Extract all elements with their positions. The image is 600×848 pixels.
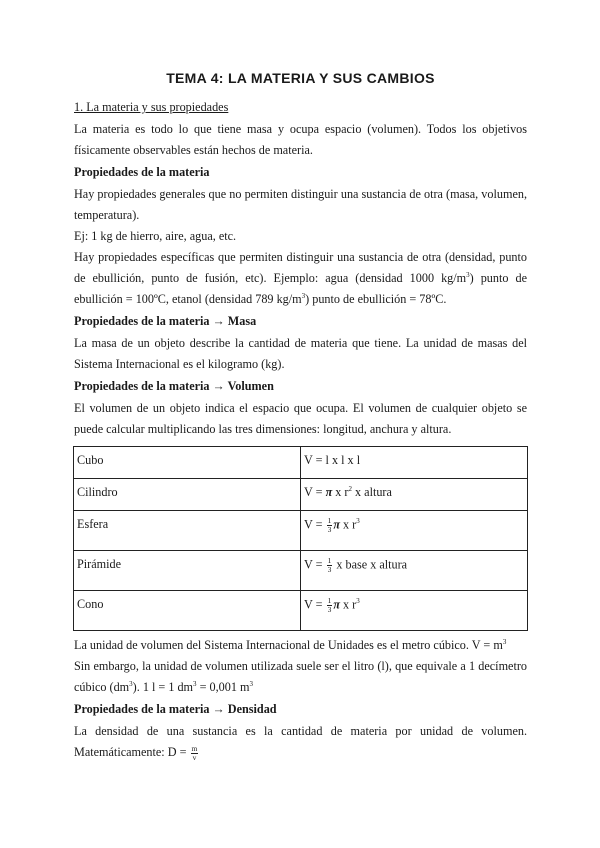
document-page [74, 70, 527, 763]
shape-formula: V = l x l x l [301, 447, 528, 479]
table-row [74, 551, 528, 591]
heading-density: Propiedades de la materia → Densidad [74, 702, 277, 716]
paragraph-mass: La masa de un objeto describe la cantidad de materia que tiene. La unidad de masas del Sistema Internacional es el kilogramo (kg). [74, 336, 527, 371]
heading-mass: Propiedades de la materia → Masa [74, 314, 257, 328]
paragraph-specific-properties: Hay propiedades específicas que permiten distinguir una sustancia de otra (densidad, punto de ebullición, punto de fusión, etc). Ejemplo: agua (densidad 1000 $kg/m^3$) punto de ebullición = 100ºC, etanol (densidad 789 $kg/m^3$) punto de ebullición = 78ºC. [74, 250, 527, 306]
section-heading: 1. La materia y sus propiedades [74, 100, 229, 114]
shape-name: Esfera [74, 511, 301, 551]
paragraph-example: Ej: 1 kg de hierro, aire, agua, etc. [74, 229, 237, 243]
table-row [74, 591, 528, 631]
paragraph-general-properties: Hay propiedades generales que no permiten distinguir una sustancia de otra (masa, volumen, temperatura). [74, 187, 527, 222]
paragraph-volume: El volumen de un objeto indica el espacio que ocupa. El volumen de cualquier objeto se puede calcular multiplicando las tres dimensiones: longitud, anchura y altura. [74, 401, 527, 436]
shape-formula: V = π x $r^2$ x altura [301, 479, 528, 511]
heading-volume: Propiedades de la materia → Volumen [74, 379, 274, 393]
heading-properties: Propiedades de la materia [74, 165, 210, 179]
paragraph-liter: Sin embargo, la unidad de volumen utilizada suele ser el litro (l), que equivale a 1 decímetro cúbico $(dm^3)$. 1 l = 1 $dm^3 = 0,001$ $m^3$ [74, 659, 527, 694]
paragraph-si-volume: La unidad de volumen del Sistema Internacional de Unidades es el metro cúbico. $V = m^3$ [74, 637, 507, 652]
table-row [74, 511, 528, 551]
shape-name: Cono [74, 591, 301, 631]
shape-formula: V = $\frac{1}{3}$ π x $r^3$ [301, 591, 528, 631]
paragraph-density: La densidad de una sustancia es la cantidad de materia por unidad de volumen. Matemáticamente: D = $\frac{m}{v}$ [74, 724, 527, 762]
shape-formula: V = $\frac{1}{3}$ π x $r^3$ [301, 511, 528, 551]
paragraph-definition: La materia es todo lo que tiene masa y ocupa espacio (volumen). Todos los objetivos físicamente observables están hechos de materia. [74, 122, 527, 157]
shape-name: Cilindro [74, 479, 301, 511]
page-title: TEMA 4: LA MATERIA Y SUS CAMBIOS [166, 70, 435, 86]
shape-formula: V = $\frac{1}{3}$ x base x altura [301, 551, 528, 591]
table-row [74, 479, 528, 511]
shape-name: Pirámide [74, 551, 301, 591]
shape-name: Cubo [74, 447, 301, 479]
volume-formulas-table [73, 446, 528, 631]
table-row [74, 447, 528, 479]
